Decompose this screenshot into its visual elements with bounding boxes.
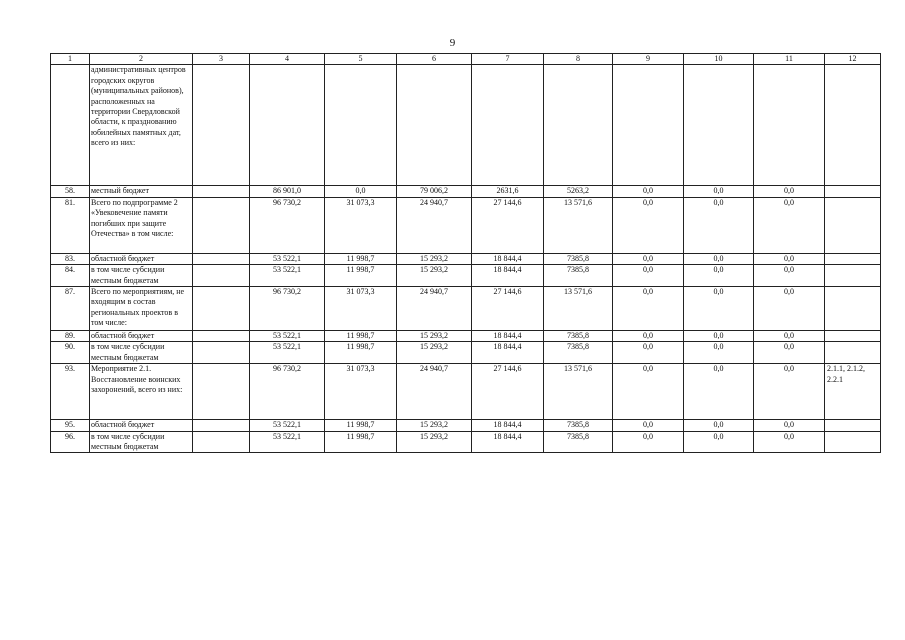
column-header: 10 (684, 54, 754, 65)
table-cell-6 (397, 65, 472, 186)
table-cell-12 (825, 331, 881, 342)
table-cell-12 (825, 431, 881, 453)
table-cell-12 (825, 253, 881, 264)
table-cell-2: Мероприятие 2.1. Восстановление воинских захоронений, всего из них: (90, 364, 193, 420)
table-cell-9: 0,0 (613, 331, 684, 342)
table-cell-9: 0,0 (613, 420, 684, 431)
column-header: 3 (193, 54, 250, 65)
table-cell-3 (193, 65, 250, 186)
table-cell-4: 53 522,1 (250, 420, 325, 431)
table-cell-7: 18 844,4 (472, 331, 544, 342)
table-cell-11: 0,0 (754, 331, 825, 342)
table-cell-11: 0,0 (754, 420, 825, 431)
table-cell-12 (825, 265, 881, 287)
table-cell-5: 11 998,7 (325, 253, 397, 264)
table-cell-6: 15 293,2 (397, 253, 472, 264)
table-cell-2: в том числе субсидии местным бюджетам (90, 342, 193, 364)
table-cell-4: 53 522,1 (250, 342, 325, 364)
table-cell-8: 7385,8 (544, 331, 613, 342)
table-cell-1: 87. (51, 287, 90, 331)
table-cell-9 (613, 65, 684, 186)
table-cell-9: 0,0 (613, 287, 684, 331)
table-cell-6: 24 940,7 (397, 287, 472, 331)
table-cell-4: 53 522,1 (250, 253, 325, 264)
table-cell-12 (825, 65, 881, 186)
table-cell-9: 0,0 (613, 265, 684, 287)
table-cell-7: 2631,6 (472, 186, 544, 197)
table-cell-6: 24 940,7 (397, 364, 472, 420)
table-cell-10: 0,0 (684, 253, 754, 264)
table-row (51, 186, 881, 197)
table-cell-3 (193, 420, 250, 431)
table-cell-12 (825, 197, 881, 253)
table-cell-6: 15 293,2 (397, 420, 472, 431)
table-cell-7 (472, 65, 544, 186)
table-cell-11: 0,0 (754, 364, 825, 420)
table-cell-10: 0,0 (684, 342, 754, 364)
page-number: 9 (449, 37, 456, 49)
table-cell-3 (193, 342, 250, 364)
table-cell-4: 86 901,0 (250, 186, 325, 197)
table-cell-5: 11 998,7 (325, 265, 397, 287)
table-cell-9: 0,0 (613, 253, 684, 264)
table-cell-8: 7385,8 (544, 253, 613, 264)
table-cell-9: 0,0 (613, 342, 684, 364)
table-cell-4: 53 522,1 (250, 431, 325, 453)
table-cell-4: 96 730,2 (250, 197, 325, 253)
table-cell-7: 18 844,4 (472, 342, 544, 364)
table-cell-3 (193, 331, 250, 342)
table-row (51, 331, 881, 342)
table-cell-1: 58. (51, 186, 90, 197)
table-row (51, 197, 881, 253)
table-cell-12: 2.1.1, 2.1.2, 2.2.1 (825, 364, 881, 420)
table-cell-7: 18 844,4 (472, 431, 544, 453)
table-row (51, 265, 881, 287)
table-cell-6: 15 293,2 (397, 265, 472, 287)
table-cell-5: 0,0 (325, 186, 397, 197)
table-cell-4: 53 522,1 (250, 331, 325, 342)
table-cell-12 (825, 420, 881, 431)
table-cell-12 (825, 186, 881, 197)
table-cell-3 (193, 287, 250, 331)
table-cell-5: 31 073,3 (325, 287, 397, 331)
table-cell-11 (754, 65, 825, 186)
table-row (51, 253, 881, 264)
column-header: 4 (250, 54, 325, 65)
table-cell-1 (51, 65, 90, 186)
column-header: 1 (51, 54, 90, 65)
table-cell-8: 7385,8 (544, 420, 613, 431)
table-cell-3 (193, 253, 250, 264)
table-cell-2: местный бюджет (90, 186, 193, 197)
table-cell-1: 81. (51, 197, 90, 253)
column-header: 6 (397, 54, 472, 65)
table-cell-7: 27 144,6 (472, 287, 544, 331)
table-cell-3 (193, 431, 250, 453)
table-cell-5: 31 073,3 (325, 197, 397, 253)
table-cell-11: 0,0 (754, 431, 825, 453)
table-cell-10: 0,0 (684, 431, 754, 453)
table-cell-2: областной бюджет (90, 420, 193, 431)
table-cell-8: 7385,8 (544, 342, 613, 364)
table-cell-2: областной бюджет (90, 331, 193, 342)
column-header: 7 (472, 54, 544, 65)
table-cell-2: Всего по подпрограмме 2 «Увековечение памяти погибших при защите Отечества» в том числе: (90, 197, 193, 253)
table-cell-7: 18 844,4 (472, 420, 544, 431)
table-cell-5: 11 998,7 (325, 331, 397, 342)
table-cell-10: 0,0 (684, 287, 754, 331)
table-cell-2: в том числе субсидии местным бюджетам (90, 431, 193, 453)
table-cell-3 (193, 364, 250, 420)
table-cell-6: 15 293,2 (397, 431, 472, 453)
table-cell-7: 18 844,4 (472, 253, 544, 264)
table-cell-1: 84. (51, 265, 90, 287)
table-cell-10: 0,0 (684, 420, 754, 431)
table-cell-12 (825, 342, 881, 364)
table-cell-10: 0,0 (684, 331, 754, 342)
table-cell-5: 11 998,7 (325, 420, 397, 431)
table-cell-7: 27 144,6 (472, 197, 544, 253)
table-row (51, 65, 881, 186)
table-row (51, 287, 881, 331)
table-cell-10: 0,0 (684, 197, 754, 253)
table-cell-2: административных центров городских округов (муниципальных районов), расположенных на территории Свердловской области, к празднованию юбилейных памятных дат, всего из них: (90, 65, 193, 186)
column-header: 12 (825, 54, 881, 65)
table-cell-10 (684, 65, 754, 186)
table-header-row (51, 54, 881, 65)
table-cell-4: 96 730,2 (250, 287, 325, 331)
table-cell-11: 0,0 (754, 197, 825, 253)
table-row (51, 431, 881, 453)
table-cell-5 (325, 65, 397, 186)
table-cell-4: 53 522,1 (250, 265, 325, 287)
table-cell-1: 96. (51, 431, 90, 453)
table-cell-6: 15 293,2 (397, 342, 472, 364)
table-row (51, 420, 881, 431)
table-cell-4 (250, 65, 325, 186)
column-header: 2 (90, 54, 193, 65)
table-cell-11: 0,0 (754, 186, 825, 197)
table-cell-10: 0,0 (684, 364, 754, 420)
table-cell-6: 79 006,2 (397, 186, 472, 197)
table-cell-3 (193, 186, 250, 197)
table-cell-2: Всего по мероприятиям, не входящим в состав региональных проектов в том числе: (90, 287, 193, 331)
column-header: 9 (613, 54, 684, 65)
table-cell-8 (544, 65, 613, 186)
table-cell-6: 15 293,2 (397, 331, 472, 342)
table-cell-2: в том числе субсидии местным бюджетам (90, 265, 193, 287)
table-cell-8: 5263,2 (544, 186, 613, 197)
table-cell-11: 0,0 (754, 265, 825, 287)
table-row (51, 364, 881, 420)
table-cell-6: 24 940,7 (397, 197, 472, 253)
table-cell-11: 0,0 (754, 287, 825, 331)
table-cell-10: 0,0 (684, 186, 754, 197)
table-cell-5: 11 998,7 (325, 431, 397, 453)
table-cell-8: 7385,8 (544, 265, 613, 287)
table-cell-1: 95. (51, 420, 90, 431)
column-header: 5 (325, 54, 397, 65)
table-cell-9: 0,0 (613, 431, 684, 453)
table-cell-1: 89. (51, 331, 90, 342)
table-cell-7: 18 844,4 (472, 265, 544, 287)
table-cell-9: 0,0 (613, 197, 684, 253)
column-header: 8 (544, 54, 613, 65)
table-cell-3 (193, 265, 250, 287)
table-cell-5: 31 073,3 (325, 364, 397, 420)
table-cell-7: 27 144,6 (472, 364, 544, 420)
budget-table (50, 53, 881, 453)
table-cell-8: 13 571,6 (544, 287, 613, 331)
table-cell-12 (825, 287, 881, 331)
table-cell-5: 11 998,7 (325, 342, 397, 364)
table-cell-2: областной бюджет (90, 253, 193, 264)
table-cell-1: 83. (51, 253, 90, 264)
table-cell-9: 0,0 (613, 186, 684, 197)
table-cell-8: 7385,8 (544, 431, 613, 453)
table-cell-9: 0,0 (613, 364, 684, 420)
table-cell-4: 96 730,2 (250, 364, 325, 420)
table-cell-11: 0,0 (754, 342, 825, 364)
table-cell-8: 13 571,6 (544, 364, 613, 420)
table-cell-10: 0,0 (684, 265, 754, 287)
table-cell-3 (193, 197, 250, 253)
table-cell-8: 13 571,6 (544, 197, 613, 253)
table-row (51, 342, 881, 364)
column-header: 11 (754, 54, 825, 65)
table-cell-11: 0,0 (754, 253, 825, 264)
table-cell-1: 90. (51, 342, 90, 364)
table-cell-1: 93. (51, 364, 90, 420)
